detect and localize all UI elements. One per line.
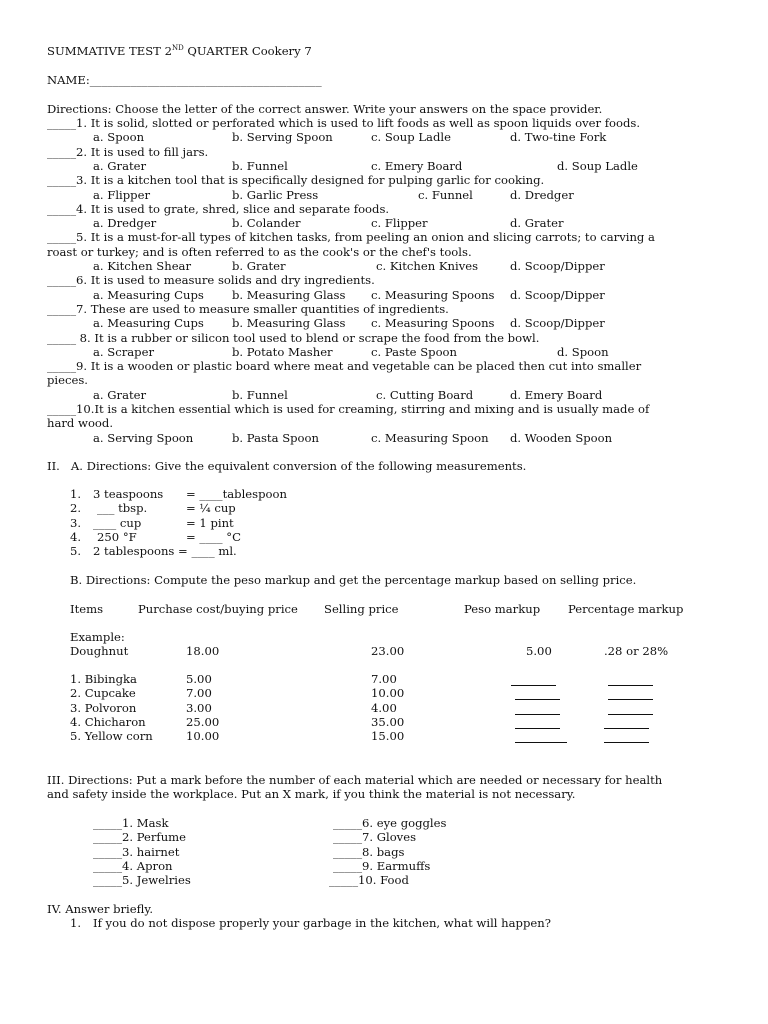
table-row-price: 4.00 bbox=[371, 700, 397, 715]
question-5-prompt bbox=[47, 230, 655, 244]
table-row-price: 7.00 bbox=[371, 672, 397, 686]
part4-q1-number: 1. bbox=[70, 916, 82, 930]
choice-a[interactable]: a. Scraper bbox=[93, 344, 154, 359]
choice-b[interactable]: b. Funnel bbox=[232, 158, 288, 173]
choice-b[interactable]: b. Measuring Glass bbox=[232, 316, 346, 331]
column-header-peso: Peso markup bbox=[464, 602, 541, 616]
table-row-price: 10.00 bbox=[371, 686, 405, 701]
part1-directions: Directions: Choose the letter of the correct answer. Write your answers on the space provider. bbox=[47, 102, 603, 116]
conversion-left: ____ cup bbox=[93, 515, 142, 530]
checklist-item[interactable]: _____8. bags bbox=[333, 844, 405, 859]
question-7-prompt bbox=[47, 302, 449, 316]
table-row-price: 35.00 bbox=[371, 714, 405, 729]
table-row-cost: 10.00 bbox=[186, 729, 220, 744]
choice-d[interactable]: d. Soup Ladle bbox=[557, 158, 638, 173]
part3-directions-line1: III. Directions: Put a mark before the number of each material which are needed or necessary for health bbox=[47, 773, 663, 787]
conversion-number: 3. bbox=[70, 515, 82, 530]
question-text: It is a wooden or plastic board where meat and vegetable can be placed then cut into smaller bbox=[87, 359, 642, 374]
choice-d[interactable]: d. Wooden Spoon bbox=[510, 430, 613, 445]
choice-b[interactable]: b. Serving Spoon bbox=[232, 130, 333, 145]
example-label: Example: bbox=[70, 630, 125, 644]
conversion-right: = ____tablespoon bbox=[186, 487, 287, 501]
conversion-right: = 1 pint bbox=[186, 515, 234, 530]
example-cost: 18.00 bbox=[186, 644, 220, 658]
answer-blank[interactable]: _____9. bbox=[47, 359, 88, 374]
question-8-prompt bbox=[47, 331, 539, 345]
table-row-price: 15.00 bbox=[371, 729, 405, 744]
peso-markup-blank[interactable] bbox=[515, 689, 560, 700]
choice-a[interactable]: a. Kitchen Shear bbox=[93, 259, 192, 273]
choice-a[interactable]: a. Dredger bbox=[93, 216, 157, 231]
percent-markup-blank[interactable] bbox=[608, 689, 653, 700]
column-header-items: Items bbox=[70, 602, 104, 616]
table-row-cost: 7.00 bbox=[186, 686, 212, 701]
choice-a[interactable]: a. Measuring Cups bbox=[93, 316, 204, 331]
table-row-item: 3. Polvoron bbox=[70, 700, 137, 715]
table-row-item: 1. Bibingka bbox=[70, 672, 137, 686]
choice-d[interactable]: d. Dredger bbox=[510, 187, 574, 202]
question-10-continued: hard wood. bbox=[47, 416, 114, 431]
answer-blank[interactable]: _____5. bbox=[47, 230, 88, 245]
choice-a[interactable]: a. Grater bbox=[93, 387, 147, 402]
choice-b[interactable]: b. Grater bbox=[232, 259, 286, 273]
question-text: It is used to grate, shred, slice and separate foods. bbox=[87, 201, 390, 216]
choice-c[interactable]: c. Kitchen Knives bbox=[376, 259, 479, 273]
choice-d[interactable]: d. Scoop/Dipper bbox=[510, 316, 605, 331]
answer-blank[interactable]: _____3. bbox=[47, 173, 88, 188]
part4-heading: IV. Answer briefly. bbox=[47, 902, 154, 916]
choice-b[interactable]: b. Funnel bbox=[232, 387, 288, 402]
question-3-prompt bbox=[47, 173, 544, 187]
peso-markup-blank[interactable] bbox=[515, 704, 560, 715]
question-text: It is a kitchen essential which is used for creaming, stirring and mixing and is usually made of bbox=[94, 402, 650, 416]
conversion-right: = ____ °C bbox=[186, 529, 241, 544]
question-text: It is a kitchen tool that is specifically designed for pulping garlic for cooking. bbox=[87, 173, 545, 188]
answer-blank[interactable]: _____6. bbox=[47, 273, 88, 288]
percent-markup-blank[interactable] bbox=[608, 675, 653, 686]
choice-c[interactable]: c. Measuring Spoons bbox=[371, 316, 495, 331]
percent-markup-blank[interactable] bbox=[604, 732, 649, 743]
answer-blank[interactable]: _____10. bbox=[47, 402, 95, 416]
checklist-item[interactable]: _____1. Mask bbox=[93, 816, 169, 830]
question-text: It is used to measure solids and dry ingredients. bbox=[87, 273, 375, 288]
answer-blank[interactable]: _____7. bbox=[47, 301, 88, 316]
choice-b[interactable]: b. Colander bbox=[232, 216, 301, 231]
table-row-item: 2. Cupcake bbox=[70, 686, 136, 701]
peso-markup-blank[interactable] bbox=[511, 675, 556, 686]
choice-d[interactable]: d. Grater bbox=[510, 216, 564, 231]
choice-a[interactable]: a. Spoon bbox=[93, 130, 145, 145]
question-10-prompt bbox=[47, 402, 649, 416]
choice-a[interactable]: a. Serving Spoon bbox=[93, 430, 194, 445]
question-1-prompt bbox=[47, 116, 640, 130]
question-text: It is used to fill jars. bbox=[87, 144, 209, 159]
peso-markup-blank[interactable] bbox=[515, 732, 567, 743]
table-row-cost: 5.00 bbox=[186, 672, 212, 686]
conversion-number: 1. bbox=[70, 487, 82, 501]
checklist-item[interactable]: _____6. eye goggles bbox=[333, 816, 447, 830]
choice-c[interactable]: c. Flipper bbox=[371, 216, 428, 231]
choice-c[interactable]: c. Funnel bbox=[418, 187, 473, 202]
conversion-number: 5. bbox=[70, 544, 82, 559]
conversion-left: 2 tablespoons = ____ ml. bbox=[93, 544, 237, 559]
choice-b[interactable]: b. Measuring Glass bbox=[232, 287, 346, 302]
title-superscript: ND bbox=[171, 44, 184, 53]
table-row-cost: 3.00 bbox=[186, 700, 212, 715]
choice-c[interactable]: c. Paste Spoon bbox=[371, 344, 458, 359]
conversion-number: 2. bbox=[70, 501, 82, 516]
question-2-prompt bbox=[47, 145, 208, 159]
question-9-prompt bbox=[47, 359, 641, 373]
example-peso: 5.00 bbox=[526, 644, 552, 658]
percent-markup-blank[interactable] bbox=[604, 718, 649, 729]
choice-c[interactable]: c. Measuring Spoon bbox=[371, 430, 489, 445]
question-5-continued: roast or turkey; and is often referred to as the cook's or the chef's tools. bbox=[47, 244, 472, 259]
question-text: It is solid, slotted or perforated which is used to lift foods as well as spoon liquids over foods. bbox=[87, 116, 641, 130]
test-title bbox=[47, 44, 312, 58]
checklist-item[interactable]: _____10. Food bbox=[329, 873, 409, 888]
column-header-price: Selling price bbox=[324, 602, 399, 616]
conversion-left: 250 °F bbox=[97, 529, 137, 544]
checklist-item[interactable]: _____3. hairnet bbox=[93, 844, 180, 859]
choice-b[interactable]: b. Potato Masher bbox=[232, 344, 333, 359]
answer-blank[interactable]: _____4. bbox=[47, 201, 88, 216]
part2b-heading: B. Directions: Compute the peso markup and get the percentage markup based on selling price. bbox=[70, 573, 637, 587]
column-header-percent: Percentage markup bbox=[568, 602, 684, 616]
part2a-heading: II. A. Directions: Give the equivalent conversion of the following measurements. bbox=[47, 459, 527, 473]
question-4-prompt bbox=[47, 202, 389, 216]
question-6-prompt bbox=[47, 273, 375, 287]
choice-d[interactable]: d. Spoon bbox=[557, 344, 609, 359]
answer-blank[interactable]: _____ 8. bbox=[47, 330, 91, 345]
choice-b[interactable]: b. Pasta Spoon bbox=[232, 430, 319, 445]
conversion-number: 4. bbox=[70, 529, 82, 544]
percent-markup-blank[interactable] bbox=[608, 704, 653, 715]
example-item: Doughnut bbox=[70, 644, 129, 658]
choice-d[interactable]: d. Scoop/Dipper bbox=[510, 259, 605, 273]
question-text: It is a rubber or silicon tool used to blend or scrape the food from the bowl. bbox=[90, 330, 540, 345]
conversion-left: ___ tbsp. bbox=[97, 501, 148, 516]
choice-d[interactable]: d. Two-tine Fork bbox=[510, 130, 607, 145]
answer-blank[interactable]: _____1. bbox=[47, 116, 88, 130]
choice-a[interactable]: a. Grater bbox=[93, 158, 147, 173]
conversion-left: 3 teaspoons bbox=[93, 487, 164, 501]
checklist-item[interactable]: _____7. Gloves bbox=[333, 830, 417, 845]
title-text-end: QUARTER Cookery 7 bbox=[183, 44, 312, 58]
title-text: SUMMATIVE TEST 2 bbox=[47, 44, 172, 58]
part4-q1-text: If you do not dispose properly your garbage in the kitchen, what will happen? bbox=[93, 916, 551, 930]
table-row-item: 5. Yellow corn bbox=[70, 729, 153, 744]
example-percent: .28 or 28% bbox=[604, 644, 669, 658]
question-text: It is a must-for-all types of kitchen tasks, from peeling an onion and slicing carrots; to carving a bbox=[87, 230, 655, 245]
choice-c[interactable]: c. Soup Ladle bbox=[371, 130, 451, 145]
question-9-continued: pieces. bbox=[47, 373, 88, 388]
choice-d[interactable]: d. Emery Board bbox=[510, 387, 603, 402]
conversion-right: = ¼ cup bbox=[186, 501, 236, 516]
table-row-cost: 25.00 bbox=[186, 714, 220, 729]
checklist-item[interactable]: _____5. Jewelries bbox=[93, 873, 191, 888]
choice-b[interactable]: b. Garlic Press bbox=[232, 187, 319, 202]
choice-d[interactable]: d. Scoop/Dipper bbox=[510, 287, 605, 302]
peso-markup-blank[interactable] bbox=[515, 718, 560, 729]
choice-a[interactable]: a. Flipper bbox=[93, 187, 150, 202]
choice-c[interactable]: c. Cutting Board bbox=[376, 387, 474, 402]
question-text: These are used to measure smaller quantities of ingredients. bbox=[87, 301, 449, 316]
choice-a[interactable]: a. Measuring Cups bbox=[93, 287, 204, 302]
example-price: 23.00 bbox=[371, 644, 405, 658]
choice-c[interactable]: c. Emery Board bbox=[371, 158, 463, 173]
choice-c[interactable]: c. Measuring Spoons bbox=[371, 287, 495, 302]
answer-blank[interactable]: _____2. bbox=[47, 144, 88, 159]
checklist-item[interactable]: _____9. Earmuffs bbox=[333, 858, 431, 873]
column-header-cost: Purchase cost/buying price bbox=[138, 602, 298, 616]
name-field[interactable]: NAME:________________________________________ bbox=[47, 73, 322, 87]
checklist-item[interactable]: _____2. Perfume bbox=[93, 830, 187, 845]
checklist-item[interactable]: _____4. Apron bbox=[93, 858, 173, 873]
table-row-item: 4. Chicharon bbox=[70, 714, 146, 729]
part3-directions-line2: and safety inside the workplace. Put an X mark, if you think the material is not necessary. bbox=[47, 787, 576, 801]
